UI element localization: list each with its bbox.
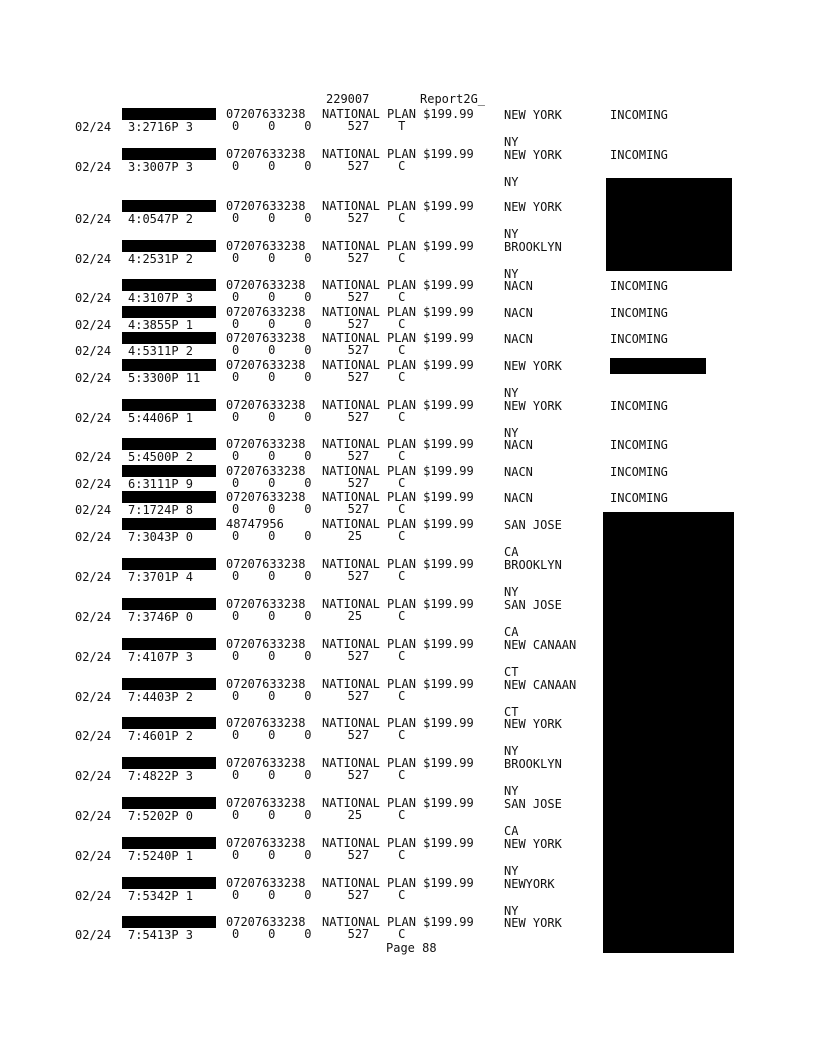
call-time: 7:3043P 0 [128, 530, 194, 544]
call-direction: INCOMING [610, 306, 668, 320]
location-city: NEW YORK [504, 916, 562, 930]
usage-counts: 0 0 0 527 C [232, 649, 406, 663]
call-time: 4:3107P 3 [128, 291, 194, 305]
usage-counts: 0 0 0 527 C [232, 927, 406, 941]
call-time: 7:5342P 1 [128, 889, 194, 903]
redaction-bar [122, 279, 216, 291]
call-direction: INCOMING [610, 438, 668, 452]
usage-counts: 0 0 0 527 C [232, 290, 406, 304]
plan-label: NATIONAL PLAN $199.99 [322, 836, 474, 850]
location-state: NY [504, 267, 519, 281]
call-date: 02/24 [75, 690, 112, 704]
call-date: 02/24 [75, 503, 112, 517]
called-number: 07207633238 [226, 677, 306, 691]
call-date: 02/24 [75, 809, 112, 823]
redaction-block-right-small [610, 358, 706, 374]
location-city: BROOKLYN [504, 757, 562, 771]
call-date: 02/24 [75, 344, 112, 358]
plan-label: NATIONAL PLAN $199.99 [322, 876, 474, 890]
call-time: 5:4500P 2 [128, 450, 194, 464]
call-direction: INCOMING [610, 108, 668, 122]
location-city: NACN [504, 306, 533, 320]
call-time: 7:5240P 1 [128, 849, 194, 863]
call-time: 5:3300P 11 [128, 371, 201, 385]
location-state: CA [504, 625, 519, 639]
usage-counts: 0 0 0 527 C [232, 689, 406, 703]
usage-counts: 0 0 0 527 C [232, 370, 406, 384]
call-direction: INCOMING [610, 148, 668, 162]
usage-counts: 0 0 0 527 C [232, 159, 406, 173]
called-number: 07207633238 [226, 490, 306, 504]
called-number: 07207633238 [226, 796, 306, 810]
redaction-bar [122, 757, 216, 769]
location-city: SAN JOSE [504, 598, 562, 612]
location-state: CT [504, 705, 519, 719]
call-date: 02/24 [75, 411, 112, 425]
usage-counts: 0 0 0 527 C [232, 317, 406, 331]
redaction-bar [122, 332, 216, 344]
redaction-bar [122, 240, 216, 252]
call-date: 02/24 [75, 252, 112, 266]
usage-counts: 0 0 0 527 C [232, 251, 406, 265]
location-state: NY [504, 227, 519, 241]
location-city: BROOKLYN [504, 558, 562, 572]
call-time: 4:5311P 2 [128, 344, 194, 358]
usage-counts: 0 0 0 527 C [232, 211, 406, 225]
call-time: 4:0547P 2 [128, 212, 194, 226]
call-time: 7:3746P 0 [128, 610, 194, 624]
call-date: 02/24 [75, 729, 112, 743]
call-date: 02/24 [75, 212, 112, 226]
location-city: NEW YORK [504, 148, 562, 162]
called-number: 07207633238 [226, 398, 306, 412]
plan-label: NATIONAL PLAN $199.99 [322, 107, 474, 121]
redaction-bar [122, 399, 216, 411]
usage-counts: 0 0 0 25 C [232, 609, 406, 623]
plan-label: NATIONAL PLAN $199.99 [322, 331, 474, 345]
location-city: NEW YORK [504, 359, 562, 373]
call-time: 7:1724P 8 [128, 503, 194, 517]
plan-label: NATIONAL PLAN $199.99 [322, 716, 474, 730]
call-date: 02/24 [75, 769, 112, 783]
location-city: NEW YORK [504, 108, 562, 122]
location-state: NY [504, 135, 519, 149]
call-date: 02/24 [75, 928, 112, 942]
redaction-bar [122, 598, 216, 610]
plan-label: NATIONAL PLAN $199.99 [322, 557, 474, 571]
location-city: NACN [504, 438, 533, 452]
call-time: 4:2531P 2 [128, 252, 194, 266]
usage-counts: 0 0 0 527 C [232, 768, 406, 782]
called-number: 07207633238 [226, 358, 306, 372]
plan-label: NATIONAL PLAN $199.99 [322, 147, 474, 161]
location-city: BROOKLYN [504, 240, 562, 254]
plan-label: NATIONAL PLAN $199.99 [322, 796, 474, 810]
called-number: 07207633238 [226, 716, 306, 730]
plan-label: NATIONAL PLAN $199.99 [322, 756, 474, 770]
call-direction: INCOMING [610, 465, 668, 479]
call-date: 02/24 [75, 849, 112, 863]
called-number: 07207633238 [226, 915, 306, 929]
redaction-bar [122, 797, 216, 809]
redaction-block-right-main [603, 512, 734, 953]
location-state: NY [504, 386, 519, 400]
location-state: NY [504, 744, 519, 758]
redaction-bar [122, 438, 216, 450]
location-state: CA [504, 545, 519, 559]
usage-counts: 0 0 0 25 C [232, 529, 406, 543]
call-time: 3:3007P 3 [128, 160, 194, 174]
call-date: 02/24 [75, 450, 112, 464]
called-number: 07207633238 [226, 756, 306, 770]
usage-counts: 0 0 0 527 C [232, 728, 406, 742]
call-time: 3:2716P 3 [128, 120, 194, 134]
report-id: 229007 [326, 92, 370, 106]
plan-label: NATIONAL PLAN $199.99 [322, 677, 474, 691]
call-date: 02/24 [75, 570, 112, 584]
call-time: 7:4601P 2 [128, 729, 194, 743]
location-city: NACN [504, 279, 533, 293]
plan-label: NATIONAL PLAN $199.99 [322, 517, 474, 531]
plan-label: NATIONAL PLAN $199.99 [322, 597, 474, 611]
plan-label: NATIONAL PLAN $199.99 [322, 239, 474, 253]
plan-label: NATIONAL PLAN $199.99 [322, 398, 474, 412]
redaction-bar [122, 148, 216, 160]
redaction-bar [122, 200, 216, 212]
location-city: SAN JOSE [504, 518, 562, 532]
redaction-block-right-top [606, 178, 732, 271]
call-date: 02/24 [75, 477, 112, 491]
redaction-bar [122, 359, 216, 371]
usage-counts: 0 0 0 527 C [232, 888, 406, 902]
redaction-bar [122, 465, 216, 477]
call-date: 02/24 [75, 610, 112, 624]
location-city: NEW YORK [504, 200, 562, 214]
location-city: SAN JOSE [504, 797, 562, 811]
call-date: 02/24 [75, 318, 112, 332]
redaction-bar [122, 108, 216, 120]
usage-counts: 0 0 0 527 C [232, 476, 406, 490]
call-date: 02/24 [75, 120, 112, 134]
call-time: 7:5202P 0 [128, 809, 194, 823]
called-number: 07207633238 [226, 597, 306, 611]
called-number: 07207633238 [226, 876, 306, 890]
location-state: NY [504, 175, 519, 189]
location-state: NY [504, 864, 519, 878]
call-date: 02/24 [75, 650, 112, 664]
usage-counts: 0 0 0 527 C [232, 449, 406, 463]
called-number: 07207633238 [226, 557, 306, 571]
redaction-bar [122, 678, 216, 690]
location-city: NEW YORK [504, 717, 562, 731]
called-number: 07207633238 [226, 278, 306, 292]
called-number: 48747956 [226, 517, 284, 531]
plan-label: NATIONAL PLAN $199.99 [322, 278, 474, 292]
called-number: 07207633238 [226, 437, 306, 451]
location-state: CA [504, 824, 519, 838]
call-date: 02/24 [75, 291, 112, 305]
plan-label: NATIONAL PLAN $199.99 [322, 915, 474, 929]
location-city: NEW CANAAN [504, 638, 577, 652]
called-number: 07207633238 [226, 331, 306, 345]
usage-counts: 0 0 0 25 C [232, 808, 406, 822]
call-date: 02/24 [75, 530, 112, 544]
redaction-bar [122, 877, 216, 889]
location-state: NY [504, 585, 519, 599]
location-state: CT [504, 665, 519, 679]
plan-label: NATIONAL PLAN $199.99 [322, 464, 474, 478]
usage-counts: 0 0 0 527 C [232, 502, 406, 516]
call-time: 4:3855P 1 [128, 318, 194, 332]
call-time: 5:4406P 1 [128, 411, 194, 425]
plan-label: NATIONAL PLAN $199.99 [322, 305, 474, 319]
call-direction: INCOMING [610, 399, 668, 413]
usage-counts: 0 0 0 527 C [232, 410, 406, 424]
plan-label: NATIONAL PLAN $199.99 [322, 358, 474, 372]
call-time: 6:3111P 9 [128, 477, 194, 491]
call-time: 7:5413P 3 [128, 928, 194, 942]
called-number: 07207633238 [226, 239, 306, 253]
usage-counts: 0 0 0 527 C [232, 848, 406, 862]
redaction-bar [122, 638, 216, 650]
redaction-bar [122, 717, 216, 729]
call-time: 7:4403P 2 [128, 690, 194, 704]
call-date: 02/24 [75, 889, 112, 903]
location-city: NEW YORK [504, 837, 562, 851]
redaction-bar [122, 558, 216, 570]
call-direction: INCOMING [610, 332, 668, 346]
location-city: NEW CANAAN [504, 678, 577, 692]
location-city: NACN [504, 332, 533, 346]
plan-label: NATIONAL PLAN $199.99 [322, 490, 474, 504]
location-city: NACN [504, 465, 533, 479]
usage-counts: 0 0 0 527 T [232, 119, 406, 133]
location-city: NACN [504, 491, 533, 505]
call-time: 7:4822P 3 [128, 769, 194, 783]
plan-label: NATIONAL PLAN $199.99 [322, 437, 474, 451]
called-number: 07207633238 [226, 107, 306, 121]
usage-counts: 0 0 0 527 C [232, 569, 406, 583]
called-number: 07207633238 [226, 305, 306, 319]
call-direction: INCOMING [610, 491, 668, 505]
redaction-bar [122, 491, 216, 503]
plan-label: NATIONAL PLAN $199.99 [322, 637, 474, 651]
usage-counts: 0 0 0 527 C [232, 343, 406, 357]
redaction-bar [122, 837, 216, 849]
page-number: Page 88 [386, 941, 437, 955]
location-state: NY [504, 426, 519, 440]
location-city: NEWYORK [504, 877, 555, 891]
call-time: 7:3701P 4 [128, 570, 194, 584]
called-number: 07207633238 [226, 199, 306, 213]
report-name: Report2G_ [420, 92, 486, 106]
location-city: NEW YORK [504, 399, 562, 413]
call-direction: INCOMING [610, 279, 668, 293]
called-number: 07207633238 [226, 836, 306, 850]
called-number: 07207633238 [226, 147, 306, 161]
called-number: 07207633238 [226, 464, 306, 478]
call-time: 7:4107P 3 [128, 650, 194, 664]
called-number: 07207633238 [226, 637, 306, 651]
redaction-bar [122, 518, 216, 530]
location-state: NY [504, 784, 519, 798]
redaction-bar [122, 306, 216, 318]
location-state: NY [504, 904, 519, 918]
call-date: 02/24 [75, 371, 112, 385]
call-date: 02/24 [75, 160, 112, 174]
plan-label: NATIONAL PLAN $199.99 [322, 199, 474, 213]
redaction-bar [122, 916, 216, 928]
